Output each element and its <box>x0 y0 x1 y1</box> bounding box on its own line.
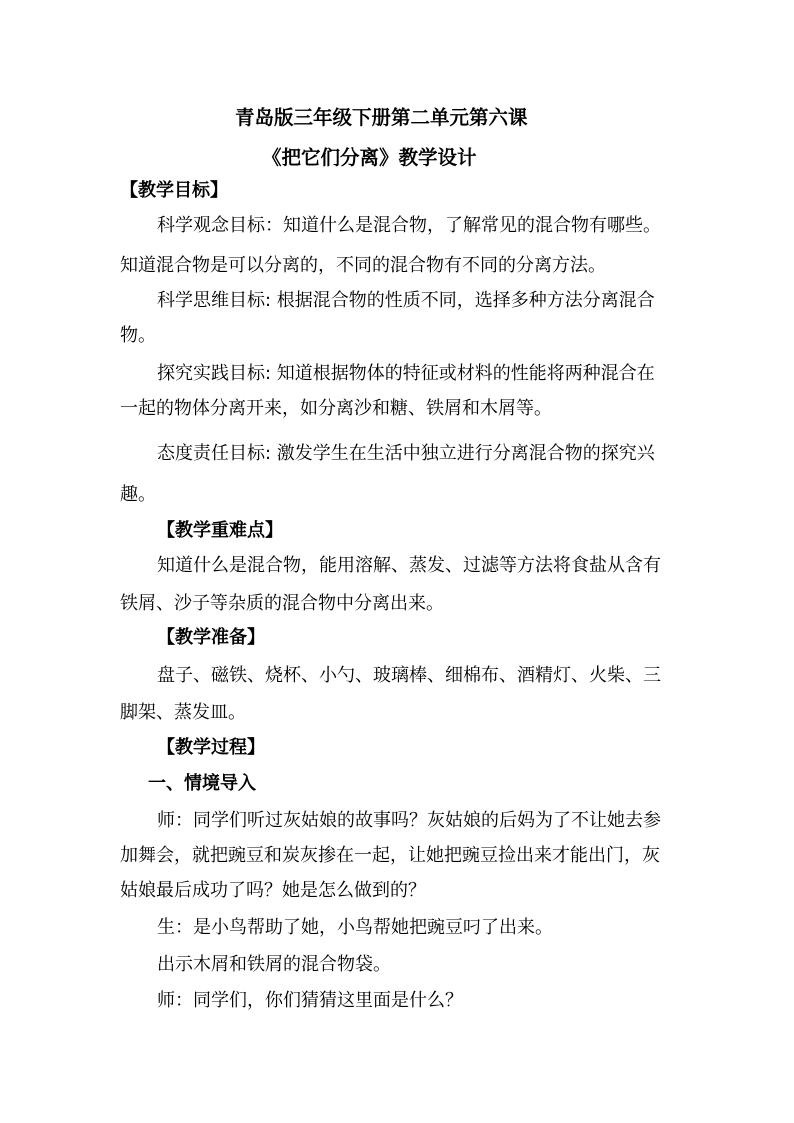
paragraph-line: 生：是小鸟帮助了她，小鸟帮她把豌豆叼了出来。 <box>157 917 553 938</box>
section-heading-process: 【教学过程】 <box>157 737 265 758</box>
paragraph-line: 知道什么是混合物，能用溶解、蒸发、过滤等方法将食盐从含有 <box>157 555 661 576</box>
title-line-2: 《把它们分离》教学设计 <box>262 146 477 169</box>
section-heading-preparation: 【教学准备】 <box>157 627 265 648</box>
section-heading-key-points: 【教学重难点】 <box>157 520 283 541</box>
paragraph-line: 趣。 <box>120 484 156 505</box>
paragraph-line: 盘子、磁铁、烧杯、小勺、玻璃棒、细棉布、酒精灯、火柴、三 <box>157 665 661 686</box>
paragraph-line: 师：同学们，你们猜猜这里面是什么？ <box>157 990 463 1011</box>
paragraph-line: 师：同学们听过灰姑娘的故事吗？灰姑娘的后妈为了不让她去参 <box>157 810 661 831</box>
paragraph-line: 姑娘最后成功了吗？她是怎么做到的？ <box>120 880 426 901</box>
subsection-heading: 一、情境导入 <box>148 773 256 794</box>
paragraph-line: 脚架、蒸发皿。 <box>120 702 246 723</box>
paragraph-line: 态度责任目标: 激发学生在生活中独立进行分离混合物的探究兴 <box>157 443 655 464</box>
section-heading-goals: 【教学目标】 <box>120 180 228 201</box>
paragraph-line: 一起的物体分离开来，如分离沙和糖、铁屑和木屑等。 <box>120 398 552 419</box>
paragraph-line: 科学观念目标：知道什么是混合物，了解常见的混合物有哪些。 <box>157 215 661 236</box>
paragraph-line: 知道混合物是可以分离的，不同的混合物有不同的分离方法。 <box>120 255 606 276</box>
paragraph-line: 铁屑、沙子等杂质的混合物中分离出来。 <box>120 593 444 614</box>
paragraph-line: 科学思维目标: 根据混合物的性质不同，选择多种方法分离混合 <box>157 290 655 311</box>
paragraph-line: 探究实践目标: 知道根据物体的特征或材料的性能将两种混合在 <box>157 363 655 384</box>
title-line-1: 青岛版三年级下册第二单元第六课 <box>235 106 528 129</box>
paragraph-line: 物。 <box>120 325 156 346</box>
paragraph-line: 加舞会，就把豌豆和炭灰掺在一起，让她把豌豆捡出来才能出门，灰 <box>120 845 660 866</box>
paragraph-line: 出示木屑和铁屑的混合物袋。 <box>157 954 391 975</box>
